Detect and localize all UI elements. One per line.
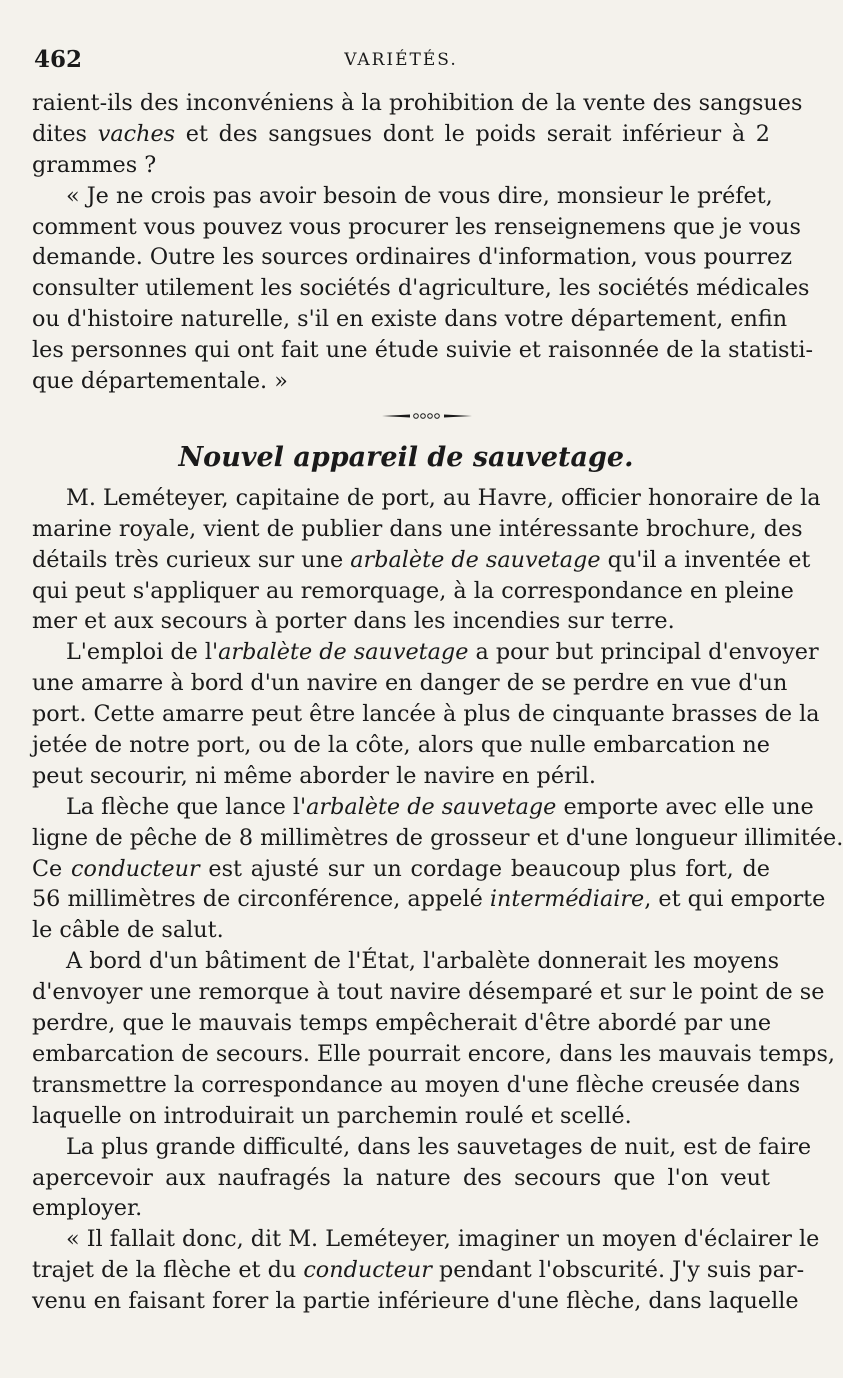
text-line: trajet de la flèche et du conducteur pendant l'obscurité. J'y suis par- xyxy=(32,1257,805,1284)
text-line: une amarre à bord d'un navire en danger de se perdre en vue d'un xyxy=(32,670,788,697)
text-line: détails très curieux sur une arbalète de sauvetage qu'il a inventée et xyxy=(32,546,811,573)
text-line: demande. Outre les sources ordinaires d'information, vous pourrez xyxy=(32,244,792,271)
text-line: apercevoir aux naufragés la nature des secours que l'on veut xyxy=(32,1164,770,1191)
text-line: embarcation de secours. Elle pourrait encore, dans les mauvais temps, xyxy=(32,1040,835,1067)
text-line: consulter utilement les sociétés d'agriculture, les sociétés médicales xyxy=(32,275,810,302)
text-line: que départementale. » xyxy=(32,368,288,395)
section-separator xyxy=(32,397,770,433)
text-line: La plus grande difficulté, dans les sauvetages de nuit, est de faire xyxy=(66,1133,812,1160)
text-line: peut secourir, ni même aborder le navire en péril. xyxy=(32,762,597,789)
text-line: qui peut s'appliquer au remorquage, à la correspondance en pleine xyxy=(32,577,794,604)
text-before-section xyxy=(32,88,814,397)
text-line: transmettre la correspondance au moyen d'une flèche creusée dans xyxy=(32,1071,801,1098)
text-line: laquelle on introduirait un parchemin roulé et scellé. xyxy=(32,1102,632,1129)
text-line: comment vous pouvez vous procurer les renseignemens que je vous xyxy=(32,213,801,240)
text-line: grammes ? xyxy=(32,151,157,178)
paragraph xyxy=(32,1132,812,1225)
text-line: jetée de notre port, ou de la côte, alors que nulle embarcation ne xyxy=(32,732,770,759)
page-number: 462 xyxy=(34,46,83,73)
text-line: L'emploi de l'arbalète de sauvetage a pour but principal d'envoyer xyxy=(66,639,819,666)
ornament-divider-icon xyxy=(382,413,472,419)
text-line: La flèche que lance l'arbalète de sauvetage emporte avec elle une xyxy=(66,793,814,820)
section-title: Nouvel appareil de sauvetage. xyxy=(178,441,634,473)
paragraph xyxy=(32,637,820,791)
running-head: VARIÉTÉS. xyxy=(344,50,458,70)
text-line: « Je ne crois pas avoir besoin de vous dire, monsieur le préfet, xyxy=(66,182,773,209)
text-line: les personnes qui ont fait une étude suivie et raisonnée de la statisti- xyxy=(32,337,814,364)
text-line: dites vaches et des sangsues dont le poids serait inférieur à 2 xyxy=(32,120,770,147)
paragraph xyxy=(32,483,821,637)
paragraph xyxy=(32,946,835,1131)
text-line: marine royale, vient de publier dans une intéressante brochure, des xyxy=(32,515,803,542)
text-line: d'envoyer une remorque à tout navire désemparé et sur le point de se xyxy=(32,979,825,1006)
text-line: raient-ils des inconvéniens à la prohibition de la vente des sangsues xyxy=(32,90,803,116)
page-header xyxy=(32,40,770,88)
paragraph xyxy=(32,181,814,397)
paragraph xyxy=(32,792,843,946)
text-line: employer. xyxy=(32,1195,143,1222)
text-line: perdre, que le mauvais temps empêcherait d'être abordé par une xyxy=(32,1010,772,1037)
text-line: ligne de pêche de 8 millimètres de grosseur et d'une longueur illimitée. xyxy=(32,824,843,851)
text-line: A bord d'un bâtiment de l'État, l'arbalète donnerait les moyens xyxy=(66,948,780,975)
paragraph xyxy=(32,88,803,181)
text-line: le câble de salut. xyxy=(32,917,224,944)
text-after-section xyxy=(32,483,843,1317)
paragraph xyxy=(32,1224,820,1317)
text-line: « Il fallait donc, dit M. Leméteyer, imaginer un moyen d'éclairer le xyxy=(66,1226,820,1253)
text-line: 56 millimètres de circonférence, appelé intermédiaire, et qui emporte xyxy=(32,886,826,913)
text-line: M. Leméteyer, capitaine de port, au Havre, officier honoraire de la xyxy=(66,484,821,511)
text-line: ou d'histoire naturelle, s'il en existe dans votre département, enfin xyxy=(32,306,788,333)
text-line: port. Cette amarre peut être lancée à plus de cinquante brasses de la xyxy=(32,701,820,728)
text-line: Ce conducteur est ajusté sur un cordage beaucoup plus fort, de xyxy=(32,855,770,882)
text-line: venu en faisant forer la partie inférieure d'une flèche, dans laquelle xyxy=(32,1288,799,1315)
text-line: mer et aux secours à porter dans les incendies sur terre. xyxy=(32,608,675,635)
